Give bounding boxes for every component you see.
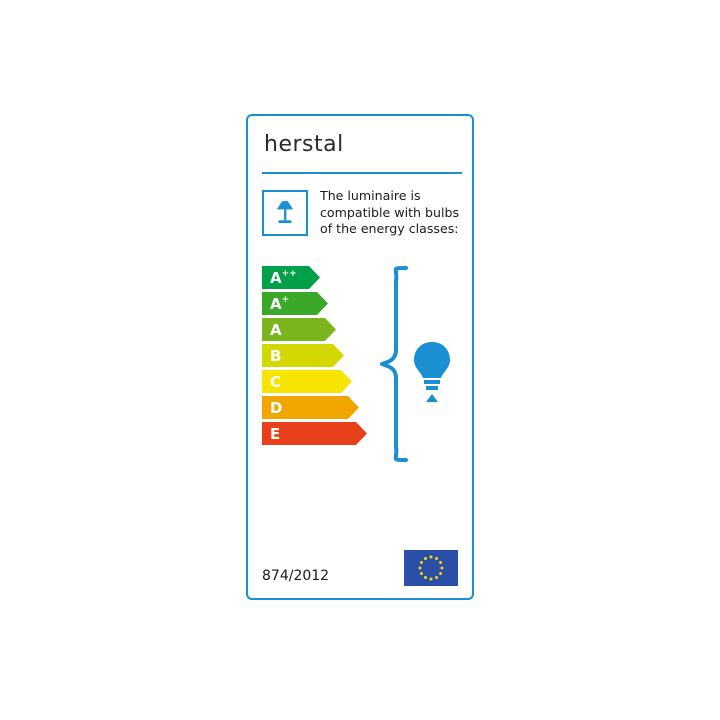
brace-and-bulb-group <box>376 264 460 464</box>
energy-class-label: C <box>270 372 282 391</box>
table-lamp-icon <box>262 190 308 236</box>
compatibility-text: The luminaire is compatible with bulbs of the energy classes: <box>320 188 460 236</box>
energy-class-label: B <box>270 346 282 365</box>
light-bulb-icon <box>414 342 450 402</box>
regulation-number: 874/2012 <box>262 568 330 584</box>
brand-wordmark: herstal <box>264 132 344 157</box>
eu-flag-icon <box>404 550 458 586</box>
energy-class-label: A <box>270 320 282 339</box>
header-divider <box>262 172 462 174</box>
compatibility-block <box>262 188 464 238</box>
energy-class-label: A ++ <box>270 268 297 287</box>
energy-class-label: E <box>270 424 281 443</box>
energy-class-label: A + <box>270 294 290 313</box>
energy-class-label: D <box>270 398 283 417</box>
energy-label-card <box>246 114 474 600</box>
